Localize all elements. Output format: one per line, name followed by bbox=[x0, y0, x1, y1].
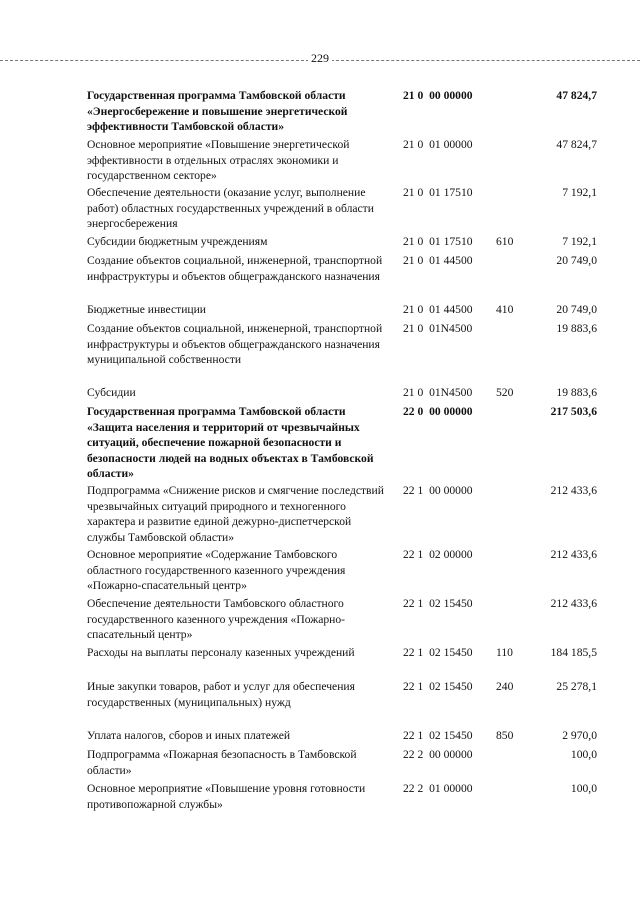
row-name: Бюджетные инвестиции bbox=[87, 303, 207, 316]
row-expense-type: 110 bbox=[496, 646, 513, 659]
row-amount: 100,0 bbox=[570, 782, 597, 795]
row-amount: 2 970,0 bbox=[562, 729, 597, 742]
row-name: Иные закупки товаров, работ и услуг для обеспечения государственных (муниципальных) нужд bbox=[87, 680, 355, 709]
row-code: 21 0 01 17510 bbox=[403, 235, 473, 248]
row-code: 22 2 01 00000 bbox=[403, 782, 473, 795]
row-name: Подпрограмма «Пожарная безопасность в Тамбовской области» bbox=[87, 748, 357, 777]
row-code: 21 0 01 44500 bbox=[403, 303, 473, 316]
row-code: 22 1 00 00000 bbox=[403, 484, 473, 497]
row-code: 22 2 00 00000 bbox=[403, 748, 473, 761]
row-code: 22 0 00 00000 bbox=[403, 405, 473, 418]
row-amount: 25 278,1 bbox=[556, 680, 597, 693]
row-name: Государственная программа Тамбовской области «Защита населения и территорий от чрезвычайных ситуаций, обеспечение пожарной безопасности и безопасности людей на водных объектах в Тамбовской области» bbox=[87, 405, 374, 480]
row-code: 21 0 01 44500 bbox=[403, 254, 473, 267]
row-amount: 184 185,5 bbox=[550, 646, 597, 659]
row-expense-type: 520 bbox=[496, 386, 514, 399]
row-code: 22 1 02 15450 bbox=[403, 597, 473, 610]
row-name: Основное мероприятие «Повышение энергетической эффективности в отдельных отраслях экономики и государственном секторе» bbox=[87, 138, 350, 182]
row-amount: 7 192,1 bbox=[562, 186, 597, 199]
row-amount: 20 749,0 bbox=[556, 303, 597, 316]
row-amount: 212 433,6 bbox=[550, 484, 597, 497]
row-name: Основное мероприятие «Содержание Тамбовского областного государственного казенного учреждения «Пожарно-спасательный центр» bbox=[87, 548, 346, 592]
row-amount: 19 883,6 bbox=[556, 386, 597, 399]
row-amount: 19 883,6 bbox=[556, 322, 597, 335]
row-amount: 7 192,1 bbox=[562, 235, 597, 248]
row-code: 22 1 02 00000 bbox=[403, 548, 473, 561]
row-amount: 212 433,6 bbox=[550, 548, 597, 561]
row-expense-type: 240 bbox=[496, 680, 514, 693]
row-name: Государственная программа Тамбовской области «Энергосбережение и повышение энергетической эффективности Тамбовской области» bbox=[87, 89, 348, 133]
row-code: 22 1 02 15450 bbox=[403, 646, 473, 659]
row-name: Субсидии бюджетным учреждениям bbox=[87, 235, 268, 248]
row-amount: 47 824,7 bbox=[556, 89, 597, 102]
row-name: Субсидии bbox=[87, 386, 136, 399]
row-amount: 100,0 bbox=[570, 748, 597, 761]
row-amount: 217 503,6 bbox=[550, 405, 597, 418]
row-expense-type: 850 bbox=[496, 729, 514, 742]
row-name: Основное мероприятие «Повышение уровня готовности противопожарной службы» bbox=[87, 782, 366, 811]
row-name: Обеспечение деятельности Тамбовского областного государственного казенного учреждения «Пожарно-спасательный центр» bbox=[87, 597, 346, 641]
row-expense-type: 410 bbox=[496, 303, 514, 316]
row-code: 22 1 02 15450 bbox=[403, 729, 473, 742]
row-name: Уплата налогов, сборов и иных платежей bbox=[87, 729, 291, 742]
row-code: 21 0 00 00000 bbox=[403, 89, 473, 102]
row-name: Подпрограмма «Снижение рисков и смягчение последствий чрезвычайных ситуаций природного и техногенного характера и развитие единой дежурно-диспетчерской службы Тамбовской области» bbox=[87, 484, 384, 544]
row-name: Обеспечение деятельности (оказание услуг, выполнение работ) областных государственных учреждений в области энергосбережения bbox=[87, 186, 374, 230]
row-amount: 47 824,7 bbox=[556, 138, 597, 151]
row-code: 21 0 01N4500 bbox=[403, 322, 473, 335]
row-amount: 20 749,0 bbox=[556, 254, 597, 267]
page-number: 229 bbox=[0, 51, 640, 65]
row-name: Расходы на выплаты персоналу казенных учреждений bbox=[87, 646, 355, 659]
row-name: Создание объектов социальной, инженерной, транспортной инфраструктуры и объектов общегражданского назначения bbox=[87, 254, 383, 283]
row-amount: 212 433,6 bbox=[550, 597, 597, 610]
row-expense-type: 610 bbox=[496, 235, 514, 248]
row-code: 21 0 01N4500 bbox=[403, 386, 473, 399]
row-name: Создание объектов социальной, инженерной, транспортной инфраструктуры и объектов общегражданского назначения муниципальной собственности bbox=[87, 322, 383, 366]
row-code: 22 1 02 15450 bbox=[403, 680, 473, 693]
row-code: 21 0 01 17510 bbox=[403, 186, 473, 199]
row-code: 21 0 01 00000 bbox=[403, 138, 473, 151]
